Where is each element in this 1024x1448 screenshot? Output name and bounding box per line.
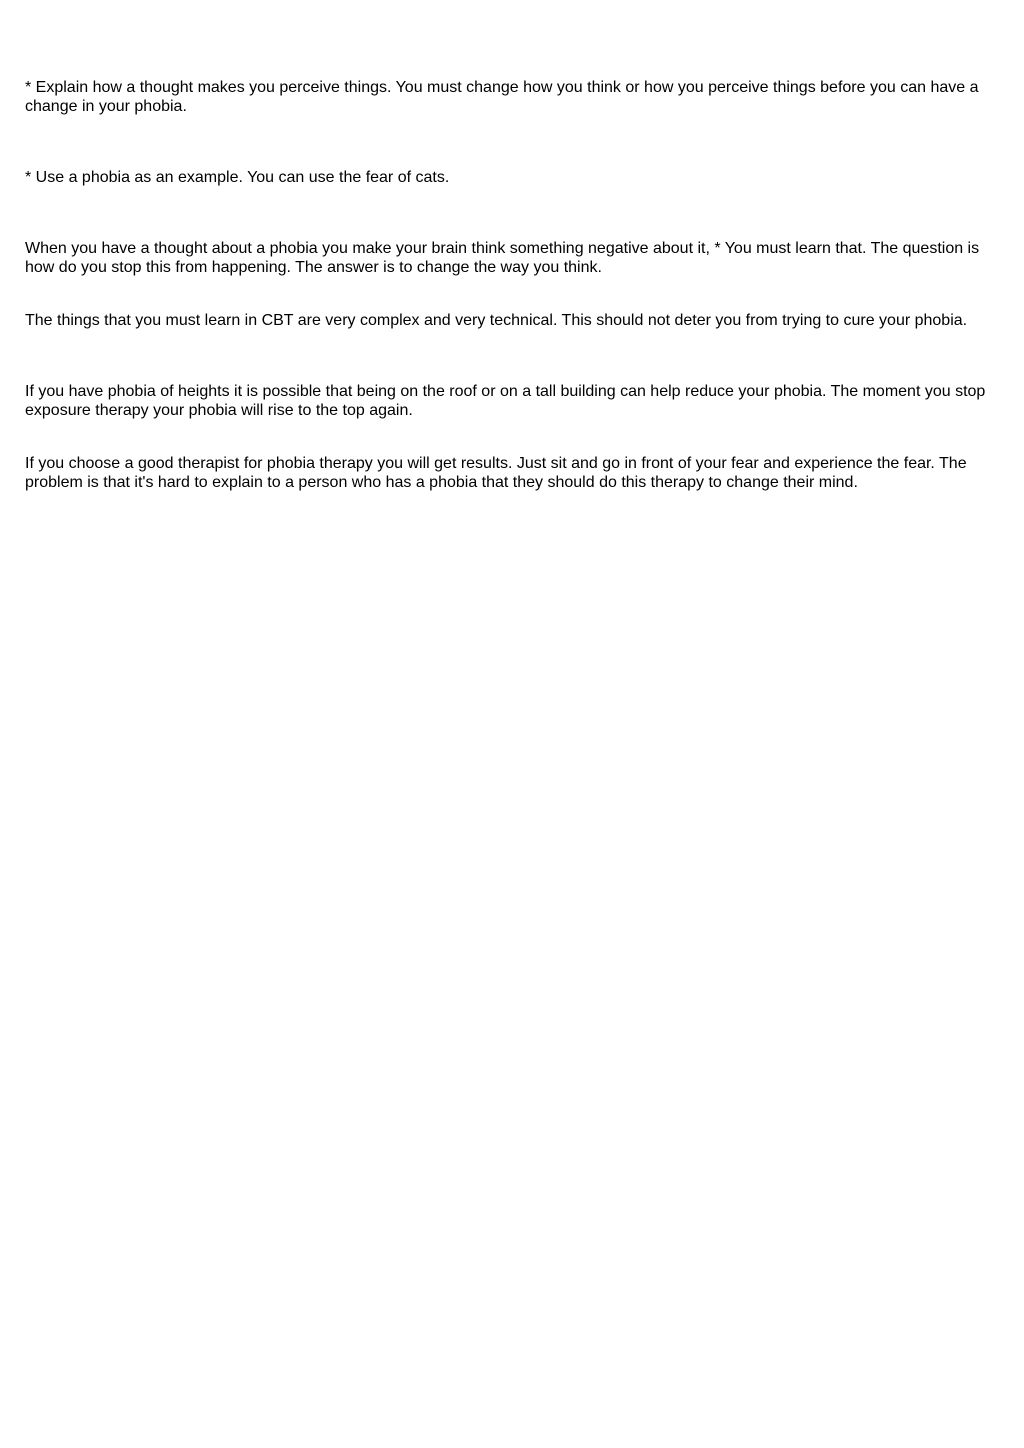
- paragraph-explain-thought: * Explain how a thought makes you perceive things. You must change how you think or how you perceive things before you can have a change in your phobia.: [25, 79, 979, 115]
- paragraph-heights: If you have phobia of heights it is possible that being on the roof or on a tall building can help reduce your phobia. The moment you stop exposure therapy your phobia will rise to the top again.: [25, 383, 986, 419]
- paragraph-negative-thought: When you have a thought about a phobia you make your brain think something negative about it, * You must learn that. The question is how do you stop this from happening. The answer is to change the way you think.: [25, 240, 980, 276]
- paragraph-phobia-example: * Use a phobia as an example. You can use the fear of cats.: [25, 169, 450, 186]
- paragraph-cbt: The things that you must learn in CBT are very complex and very technical. This should not deter you from trying to cure your phobia.: [25, 312, 968, 329]
- paragraph-therapist: If you choose a good therapist for phobia therapy you will get results. Just sit and go in front of your fear and experience the fear. The problem is that it's hard to explain to a person who has a phobia that they should do this therapy to change their mind.: [25, 455, 967, 491]
